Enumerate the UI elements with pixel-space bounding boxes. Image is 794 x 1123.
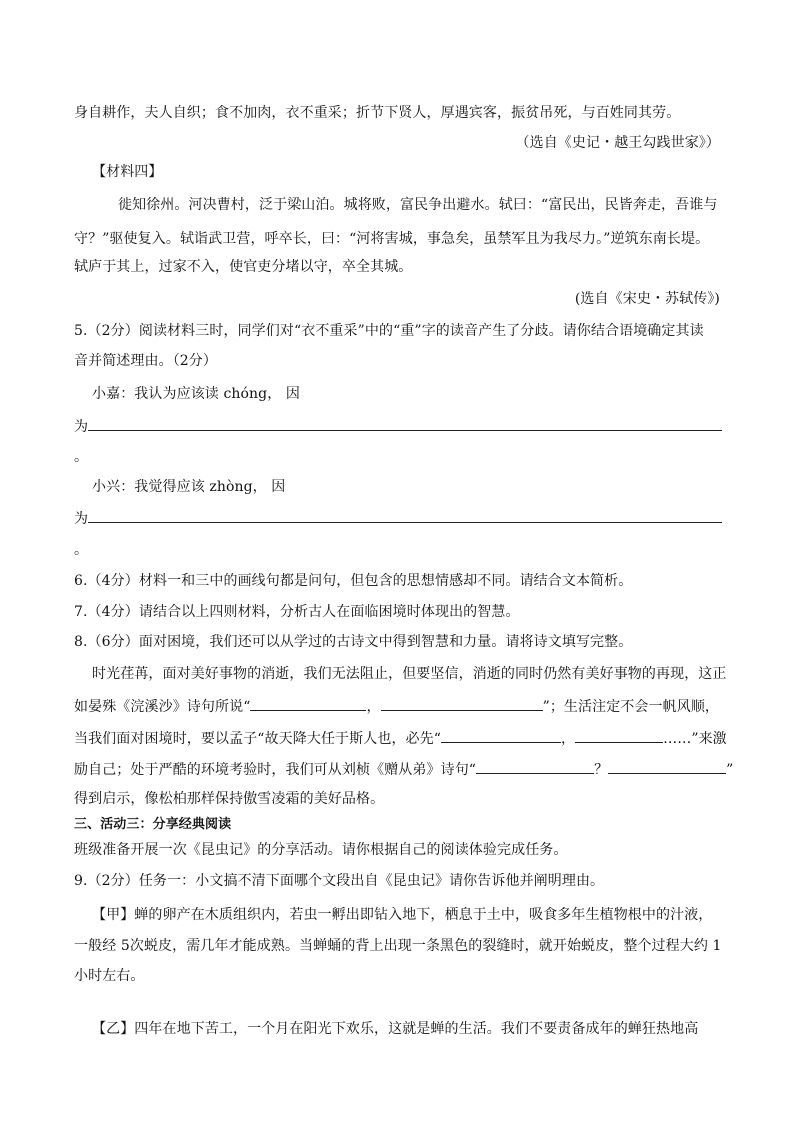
q5-answer-a-wei: 为 <box>74 419 89 435</box>
q8-comma: ， <box>561 731 576 747</box>
material4-line1: 徙知徐州。河决曹村，泛于梁山泊。城将败，富民争出避水。轼曰：“富民出，民皆奔走，吾谁与 <box>118 197 718 213</box>
q8-para-line1: 时光荏苒，面对美好事物的消逝，我们无法阻止，但要坚信，消逝的同时仍然有美好事物的再现，这正 <box>92 666 727 682</box>
q5-answer-a-line[interactable] <box>88 430 722 431</box>
material3-source: （选自《史记・越王勾践世家》） <box>515 135 720 151</box>
q8-question-mark: ？ <box>594 762 609 778</box>
q8-text: ……”来激 <box>663 731 727 747</box>
q8-blank-3[interactable] <box>441 728 561 743</box>
q8-blank-5[interactable] <box>476 759 594 774</box>
material3-tail: 身自耕作，夫人自织；食不加肉，衣不重采；折节下贤人，厚遇宾客，振贫吊死，与百姓同其劳。 <box>74 105 681 121</box>
q8-para-line3 <box>74 728 727 748</box>
q8-text: 如晏殊《浣溪沙》诗句所说“ <box>74 699 251 715</box>
section3-intro: 班级准备开展一次《昆虫记》的分享活动。请你根据自己的阅读体验完成任务。 <box>74 842 568 858</box>
q8-para-line2 <box>74 696 719 716</box>
q5-line2: 音并简述理由。（2分） <box>74 353 218 369</box>
q9-line1: 9.（2分）任务一：小文搞不清下面哪个文段出自《昆虫记》请你告诉他并阐明理由。 <box>74 873 605 889</box>
q9-jia-line1: 【甲】蝉的卵产在木质组织内，若虫一孵出即钻入地下，栖息于土中，吸食多年生植物根中的汁液， <box>92 907 713 923</box>
material4-line2: 守？”驱使复入。轼诣武卫营，呼卒长，曰：“河将害城，事急矣，虽禁军且为我尽力。”逆筑东南长堤。 <box>74 231 710 247</box>
material4-line3: 轼庐于其上，过家不入，使官吏分堵以守，卒全其城。 <box>74 259 413 275</box>
q5-answer-b-intro: 小兴：我觉得应该 zhòng， 因 <box>92 479 286 495</box>
q8-para-line4 <box>74 759 733 779</box>
q5-answer-b-line[interactable] <box>88 522 722 523</box>
q9-yi-line1: 【乙】四年在地下苦工，一个月在阳光下欢乐，这就是蝉的生活。我们不要责备成年的蝉狂热地高 <box>92 1021 699 1037</box>
q8-blank-1[interactable] <box>250 696 366 711</box>
section3-title: 三、活动三：分享经典阅读 <box>74 817 232 832</box>
material4-source: (选自《宋史・苏轼传》) <box>574 291 720 307</box>
q5-answer-b-end: 。 <box>74 542 89 558</box>
q8-text: 当我们面对困境时，要以孟子“故天降大任于斯人也，必先“ <box>74 731 442 747</box>
material4-title: 【材料四】 <box>92 164 163 180</box>
q8-blank-4[interactable] <box>575 728 663 743</box>
q5-answer-a-end: 。 <box>74 449 89 465</box>
q8-para-line5: 得到启示，像松柏那样保持傲雪凌霜的美好品格。 <box>74 791 385 807</box>
q8-blank-6[interactable] <box>608 759 726 774</box>
q8-text: ”；生活注定不会一帆风顺， <box>542 699 720 715</box>
q7-text: 7.（4分）请结合以上四则材料，分析古人在面临困境时体现出的智慧。 <box>74 604 520 620</box>
q5-line1: 5.（2分）阅读材料三时，同学们对“衣不重采”中的“重”字的读音产生了分歧。请你结合语境确定其读 <box>74 323 704 339</box>
q8-text: 励自己；处于严酷的环境考验时，我们可从刘桢《赠从弟》诗句“ <box>74 762 477 778</box>
q5-answer-b-wei: 为 <box>74 511 89 527</box>
q9-jia-line2: 一般经 5次蜕皮，需几年才能成熟。当蝉蛹的背上出现一条黑色的裂缝时，就开始蜕皮，整个过程大约 1 <box>74 938 722 954</box>
q8-comma: ， <box>366 699 381 715</box>
q5-answer-a-intro: 小嘉：我认为应该读 chóng， 因 <box>92 386 300 402</box>
q8-line1: 8.（6分）面对困境，我们还可以从学过的古诗文中得到智慧和力量。请将诗文填写完整。 <box>74 634 633 650</box>
q8-text: ” <box>726 762 734 778</box>
q8-blank-2[interactable] <box>381 696 543 711</box>
q9-jia-line3: 小时左右。 <box>74 968 145 984</box>
q6-text: 6.（4分）材料一和三中的画线句都是问句，但包含的思想情感却不同。请结合文本简析。 <box>74 573 633 589</box>
